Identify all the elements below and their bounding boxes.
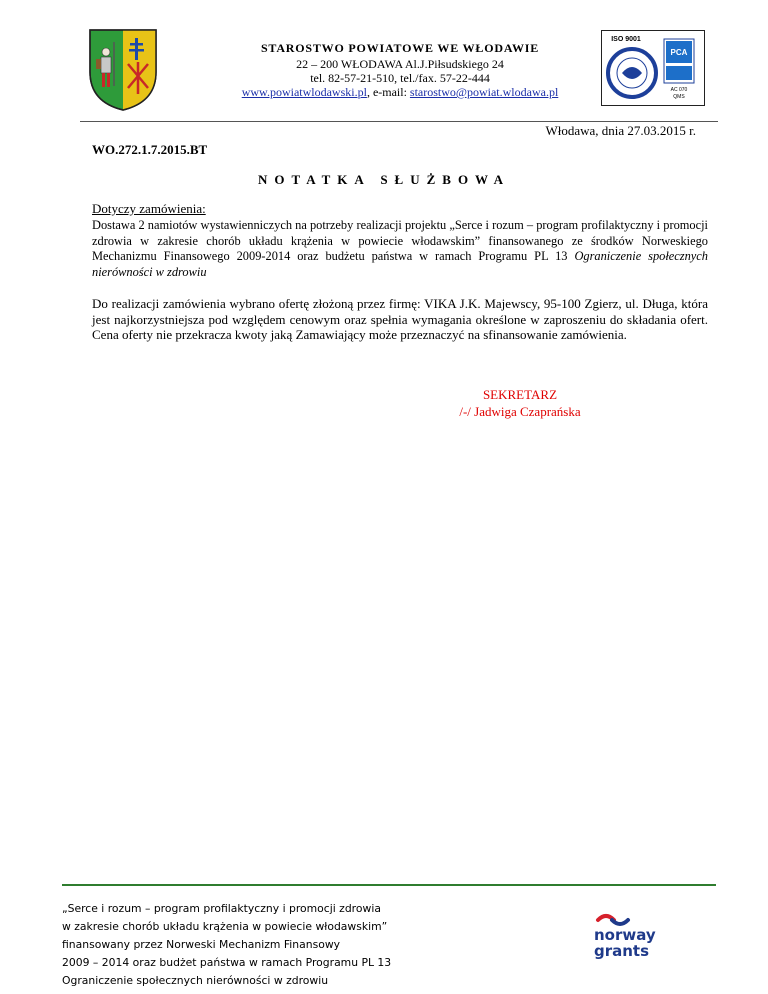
subject-heading: Dotyczy zamówienia: (92, 201, 206, 216)
iso-label: ISO 9001 (611, 36, 641, 43)
footer-line: Ograniczenie społecznych nierówności w zdrowiu (62, 974, 329, 987)
footer-line: finansowany przez Norweski Mechanizm Finansowy (62, 938, 341, 951)
ac-label: AC 070 (670, 87, 688, 93)
header-divider (80, 121, 718, 122)
pca-label: PCA (670, 48, 688, 57)
footer-line: „Serce i rozum – program profilaktyczny i promocji zdrowia (62, 902, 381, 915)
office-contact-line (210, 85, 590, 100)
document-date: Włodawa, dnia 27.03.2015 r. (545, 123, 696, 138)
program-name-italic: Ograniczenie społecznych nierówności w zdrowiu (92, 249, 708, 279)
subject-text: Dostawa 2 namiotów wystawienniczych na potrzeby realizacji projektu „Serce i rozum – program profilaktyczny i promocji zdrowia w zakresie chorób układu krążenia w powiecie włodawskim” finansowanego ze środków Norweskiego Mechanizmu Finansowego 2009-2014 oraz budżetu państwa w ramach Programu PL 13 (92, 218, 708, 263)
document-title: NOTATKA SŁUŻBOWA (257, 172, 511, 187)
qms-label: QMS (673, 94, 685, 100)
subject-paragraph (92, 218, 708, 280)
footer-project-info (62, 900, 391, 990)
logo-word-norway: norway (594, 926, 656, 944)
signature-name: /-/ Jadwiga Czaprańska (459, 404, 581, 419)
signature-role: SEKRETARZ (482, 387, 558, 402)
logo-word-grants: grants (594, 942, 650, 960)
office-name: STAROSTWO POWIATOWE WE WŁODAWIE (260, 41, 540, 55)
decision-paragraph: Do realizacji zamówienia wybrano ofertę złożoną przez firmę: VIKA J.K. Majewscy, 95-100 Zgierz, ul. Długa, która jest najkorzystniejsza pod względem cenowym oraz spełnia wymagania określone w zaproszeniu do składania ofert. Cena oferty nie przekracza kwoty jaką Zamawiający może przeznaczyć na sfinansowanie zamówienia. (92, 296, 708, 342)
footer-divider (62, 884, 716, 886)
website-link[interactable]: www.powiatwlodawski.pl (241, 85, 367, 99)
office-address: 22 – 200 WŁODAWA Al.J.Piłsudskiego 24 (296, 57, 504, 71)
iso-certificate-badge (601, 30, 705, 106)
coat-of-arms-logo (88, 28, 158, 112)
footer-line: w zakresie chorób układu krążenia w powiecie włodawskim” (62, 920, 388, 933)
email-prefix: , e-mail: (366, 85, 410, 99)
email-link[interactable]: starostwo@powiat.wlodawa.pl (409, 85, 559, 99)
footer-line: 2009 – 2014 oraz budżet państwa w ramach Programu PL 13 (62, 956, 392, 969)
norway-grants-logo (592, 910, 672, 960)
reference-number: WO.272.1.7.2015.BT (92, 142, 208, 157)
office-phone: tel. 82-57-21-510, tel./fax. 57-22-444 (310, 71, 490, 85)
iso-badge-graphic (602, 31, 704, 105)
